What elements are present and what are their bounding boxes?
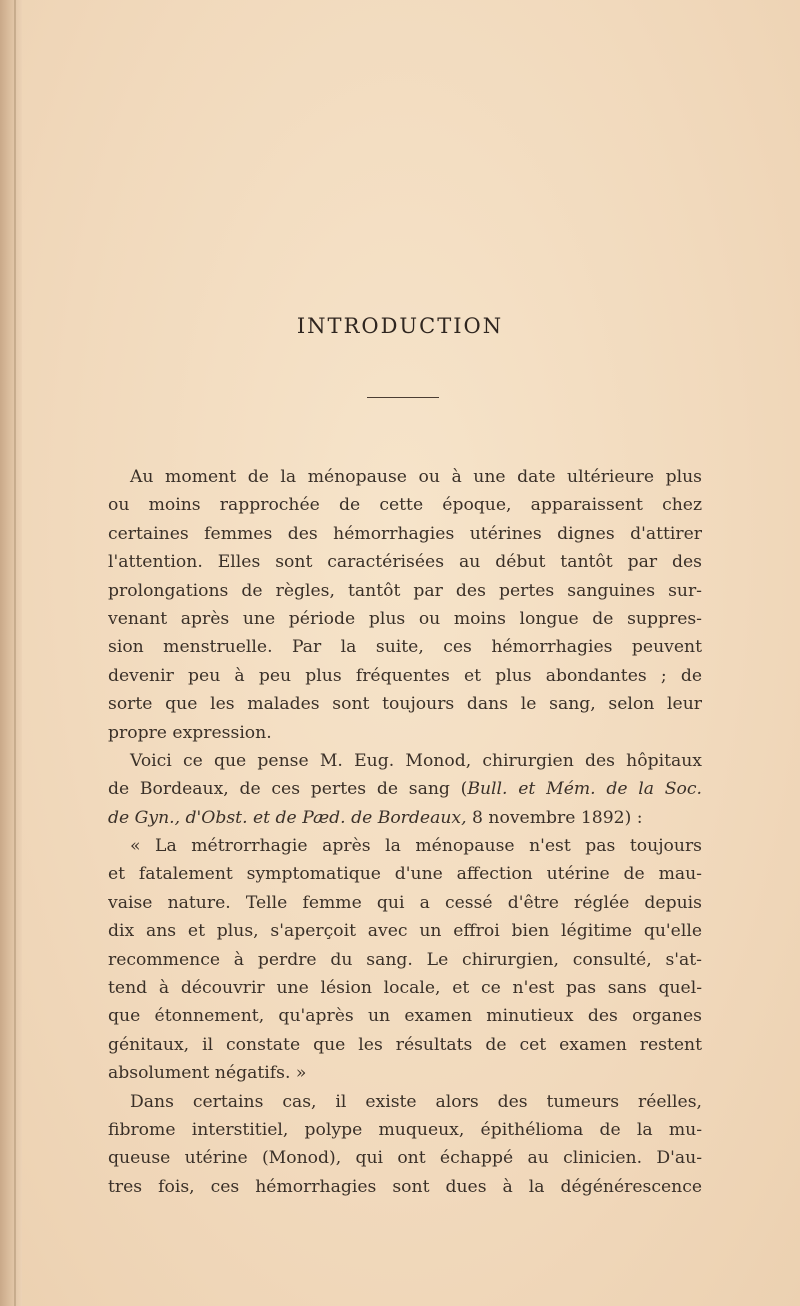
text-line: que étonnement, qu'après un examen minutieux des organes bbox=[108, 1006, 702, 1027]
text-line: et fatalement symptomatique d'une affection utérine de mau- bbox=[108, 864, 702, 885]
text-line-with-citation bbox=[108, 775, 702, 803]
heading-divider bbox=[367, 397, 439, 398]
paragraph-4 bbox=[108, 1088, 702, 1202]
text-line: devenir peu à peu plus fréquentes et plus abondantes ; de bbox=[108, 665, 702, 686]
text-line: absolument négatifs. » bbox=[108, 1063, 307, 1084]
citation-italic: de Gyn., d'Obst. et de Pæd. de Bordeaux, bbox=[108, 807, 467, 828]
text-line: tend à découvrir une lésion locale, et ce n'est pas sans quel- bbox=[108, 978, 702, 999]
text-line: vaise nature. Telle femme qui a cessé d'être réglée depuis bbox=[108, 892, 702, 913]
text-segment: 8 novembre 1892) : bbox=[466, 807, 643, 828]
chapter-heading: INTRODUCTION bbox=[296, 314, 504, 338]
body-text bbox=[108, 463, 702, 1201]
text-line: recommence à perdre du sang. Le chirurgien, consulté, s'at- bbox=[108, 949, 702, 970]
text-line: génitaux, il constate que les résultats de cet examen restent bbox=[108, 1034, 702, 1055]
text-line: Au moment de la ménopause ou à une date ultérieure plus bbox=[130, 467, 702, 487]
text-line: Dans certains cas, il existe alors des tumeurs réelles, bbox=[130, 1091, 702, 1112]
book-spine-edge bbox=[0, 0, 22, 1306]
text-line: ou moins rapprochée de cette époque, apparaissent chez bbox=[108, 495, 702, 516]
text-line: prolongations de règles, tantôt par des pertes sanguines sur- bbox=[108, 580, 702, 601]
text-line: Voici ce que pense M. Eug. Monod, chirurgien des hôpitaux bbox=[130, 750, 702, 771]
text-line: sorte que les malades sont toujours dans le sang, selon leur bbox=[108, 694, 702, 715]
paragraph-2 bbox=[108, 747, 702, 832]
text-line: l'attention. Elles sont caractérisées au début tantôt par des bbox=[108, 552, 702, 573]
paragraph-3-quotation bbox=[108, 832, 702, 1088]
text-segment: de Bordeaux, de ces pertes de sang ( bbox=[108, 779, 468, 800]
citation-italic: Bull. et Mém. de la Soc. bbox=[467, 779, 702, 800]
text-line: sion menstruelle. Par la suite, ces hémorrhagies peuvent bbox=[108, 637, 702, 658]
text-line: venant après une période plus ou moins longue de suppres- bbox=[108, 608, 702, 629]
text-line: fibrome interstitiel, polype muqueux, épithélioma de la mu- bbox=[108, 1119, 702, 1140]
text-line: tres fois, ces hémorrhagies sont dues à la dégénérescence bbox=[108, 1176, 702, 1197]
text-line: propre expression. bbox=[108, 722, 272, 743]
text-line: certaines femmes des hémorrhagies utérines dignes d'attirer bbox=[108, 523, 702, 544]
text-line: queuse utérine (Monod), qui ont échappé au clinicien. D'au- bbox=[108, 1148, 702, 1169]
spine-fold-line bbox=[14, 0, 16, 1306]
text-line: « La métrorrhagie après la ménopause n'est pas toujours bbox=[130, 836, 702, 857]
paragraph-1 bbox=[108, 463, 702, 747]
text-line: dix ans et plus, s'aperçoit avec un effroi bien légitime qu'elle bbox=[108, 921, 702, 942]
text-line-with-citation bbox=[108, 804, 702, 832]
